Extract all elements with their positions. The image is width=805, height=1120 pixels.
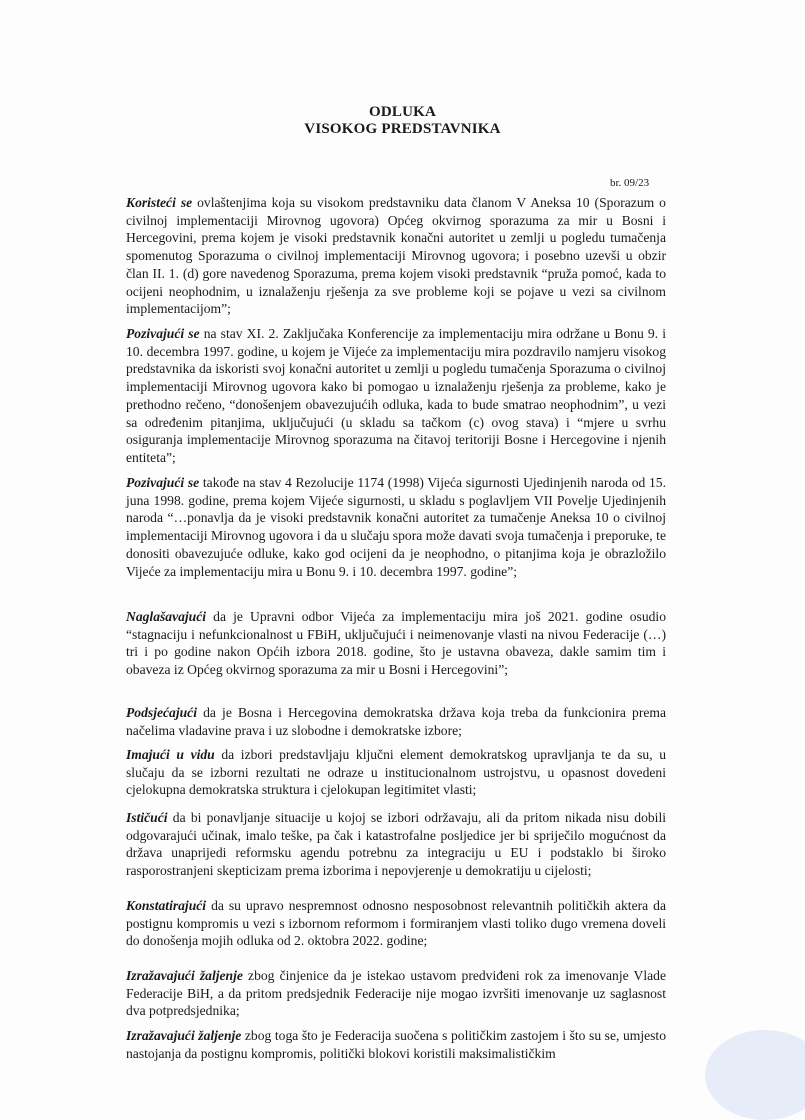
paragraph-lead: Podsjećajući — [126, 705, 197, 720]
paragraph — [126, 474, 666, 580]
paragraph-lead: Pozivajući se — [126, 475, 200, 490]
paragraph-lead: Izražavajući žaljenje — [126, 968, 243, 983]
paragraph-lead: Pozivajući se — [126, 326, 200, 341]
paragraph-text: da je Bosna i Hercegovina demokratska država koja treba da funkcionira prema načelima vladavine prava i uz slobodne i demokratske izbore; — [126, 705, 666, 738]
paragraph-lead: Naglašavajući — [126, 609, 207, 624]
paragraph — [126, 194, 666, 318]
paragraph-lead: Koristeći se — [126, 195, 193, 210]
paragraph-lead: Izražavajući žaljenje — [126, 1028, 242, 1043]
paragraph — [126, 1027, 666, 1062]
paragraph — [126, 746, 666, 799]
document-title-line1: ODLUKA — [368, 104, 437, 120]
paragraph-text: ovlaštenjima koja su visokom predstavniku data članom V Aneksa 10 (Sporazum o civilnoj implementaciji Mirovnog ugovora) Općeg okvirnog sporazuma za mir u Bosni i Hercegovini, prema kojem je visoki predstavnik konačni autoritet u zemlji u pogledu tumačenja spomenutog Sporazuma o civilnoj implementaciji Mirovnog ugovora; i posebno uzevši u obzir član II. 1. (d) gore navedenog Sporazuma, prema kojem visoki predstavnik “pruža pomoć, kada to ocijeni neophodnim, u iznalaženju rješenja za sve probleme koji se pojave u vezi sa civilnom implementacijom”; — [126, 195, 666, 317]
paragraph-text: da izbori predstavljaju ključni element demokratskog upravljanja te da su, u slučaju da se izborni rezultati ne odraze u institucionalnom ustrojstvu, u opasnost dovedeni cjelokupna demokratska struktura i cjelokupan legitimitet vlasti; — [126, 747, 666, 798]
paragraph-text: na stav XI. 2. Zaključaka Konferencije za implementaciju mira održane u Bonu 9. i 10. decembra 1997. godine, u kojem je Vijeće za implementaciju mira pozdravilo namjeru visokog predstavnika da iskoristi svoj konačni autoritet u zemlji u pogledu tumačenja Sporazuma o civilnoj implementaciji Mirovnog ugovora kako bi pomogao u iznalaženju rješenja za probleme, kako je prethodno rečeno, “donošenjem obavezujućih odluka, kada to bude smatrao neophodnim”, u vezi sa određenim pitanjima, uključujući (u skladu sa tačkom (c) ovog stava) i “mjere u svrhu osiguranja implementacije Mirovnog sporazuma na čitavoj teritoriji Bosne i Hercegovine i njenih entiteta”; — [126, 326, 666, 465]
paragraph — [126, 608, 666, 679]
paragraph — [126, 325, 666, 467]
floating-overlay — [705, 1030, 805, 1120]
decision-number: br. 09/23 — [610, 177, 650, 189]
paragraph-text: zbog toga što je Federacija suočena s političkim zastojem i što su se, umjesto nastojanja da postignu kompromis, politički blokovi koristili maksimalističkim — [126, 1028, 666, 1061]
document-title-line2: VISOKOG PREDSTAVNIKA — [304, 121, 501, 137]
paragraph — [126, 809, 666, 880]
paragraph — [126, 897, 666, 950]
paragraph-lead: Konstatirajući — [126, 898, 207, 913]
paragraph-text: da bi ponavljanje situacije u kojoj se izbori održavaju, ali da pritom nikada nisu dobili odgovarajući učinak, imalo teške, pa čak i katastrofalne posljedice jer bi spriječilo mogućnost da država unaprijedi reformsku agendu potrebnu za integraciju u EU i podstaklo bi široko rasporostranjeni skepticizam prema izborima i nepovjerenje u demokratiju u cijelosti; — [126, 810, 666, 879]
paragraph-text: da je Upravni odbor Vijeća za implementaciju mira još 2021. godine osudio “stagnaciju i nefunkcionalnost u FBiH, uključujući i neimenovanje vlasti na nivou Federacije (…) tri i po godine nakon Općih izbora 2018. godine, što je ustavna obaveza, dakle samim tim i obaveza iz Općeg okvirnog sporazuma za mir u Bosni i Hercegovini”; — [126, 609, 666, 678]
paragraph-text: zbog činjenice da je istekao ustavom predviđeni rok za imenovanje Vlade Federacije BiH, a da pritom predsjednik Federacije nije mogao izvršiti imenovanje uz saglasnost dva potpredsjednika; — [126, 968, 666, 1019]
paragraph-lead: Imajući u vidu — [126, 747, 215, 762]
paragraph-text: takođe na stav 4 Rezolucije 1174 (1998) Vijeća sigurnosti Ujedinjenih naroda od 15. juna 1998. godine, prema kojem Vijeće sigurnosti, u skladu s poglavljem VII Povelje Ujedinjenih naroda “…ponavlja da je visoki predstavnik konačni autoritet za tumačenje Aneksa 10 o civilnoj implementaciji Mirovnog ugovora i da u slučaju spora može davati svoja tumačenja i preporuke, te donositi obavezujuće odluke, kako god ocijeni da je neophodno, o pitanjima koja je obrazložilo Vijeće za implementaciju mira u Bonu 9. i 10. decembra 1997. godine”; — [126, 475, 666, 579]
paragraph-lead: Ističući — [126, 810, 168, 825]
paragraph — [126, 704, 666, 739]
paragraph — [126, 967, 666, 1020]
paragraph-text: da su upravo nespremnost odnosno nesposobnost relevantnih političkih aktera da postignu kompromis u vezi s izbornom reformom i formiranjem vlasti toliko dugo vremena doveli do donošenja mojih odluka od 2. oktobra 2022. godine; — [126, 898, 666, 949]
